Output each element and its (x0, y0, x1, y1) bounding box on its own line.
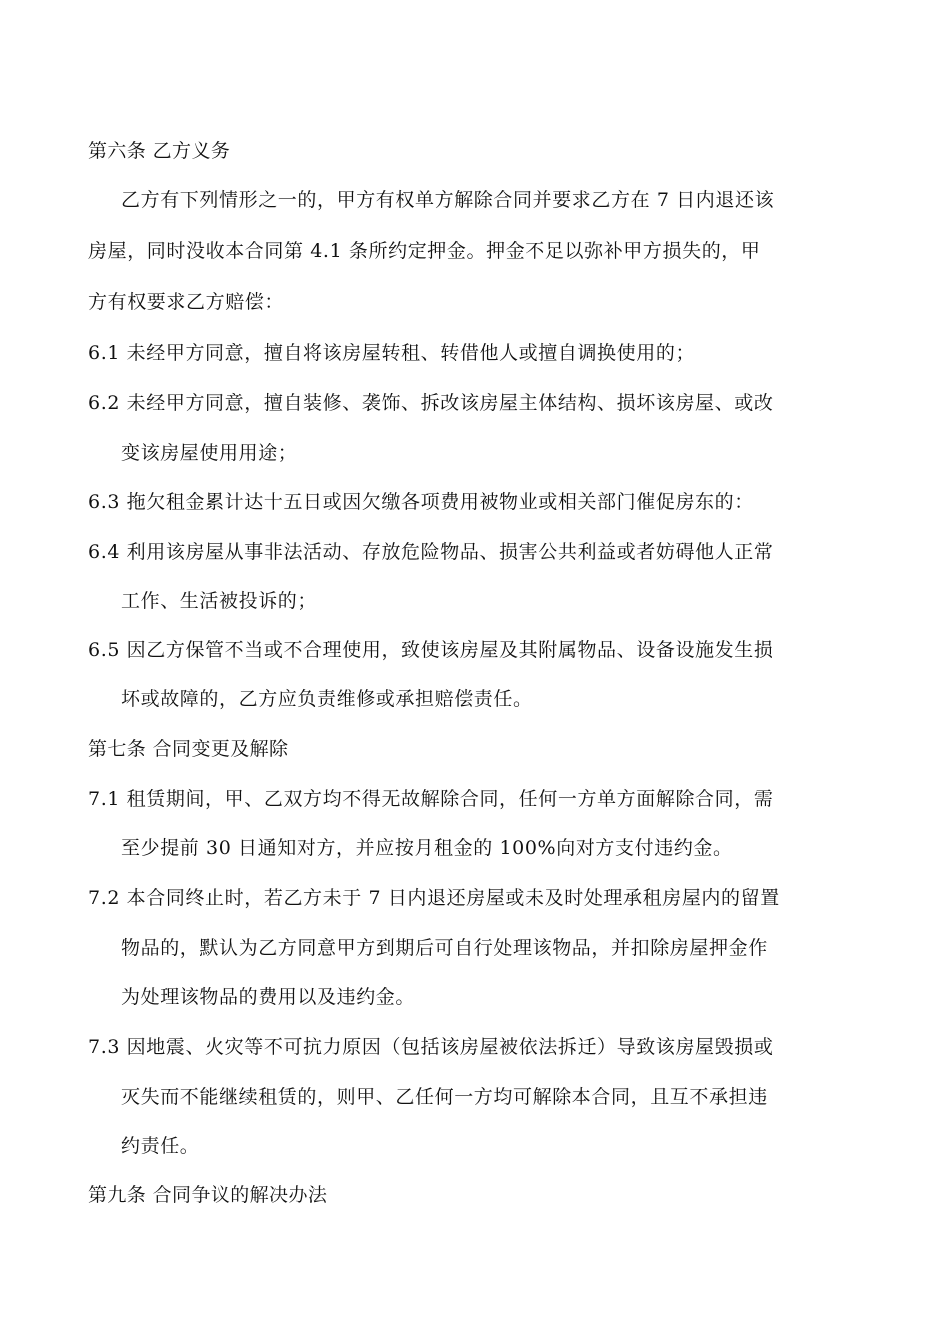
clause-7-2-cont-2: 为处理该物品的费用以及违约金。 (121, 986, 416, 1008)
article-6-intro-line-3: 方有权要求乙方赔偿： (88, 291, 285, 313)
clause-6-2: 6.2 未经甲方同意，擅自装修、袭饰、拆改该房屋主体结构、损坏该房屋、或改 (88, 392, 774, 414)
clause-7-3-cont-1: 灭失而不能继续租赁的，则甲、乙任何一方均可解除本合同，且互不承担违 (121, 1086, 768, 1108)
clause-7-1: 7.1 租赁期间，甲、乙双方均不得无故解除合同，任何一方单方面解除合同，需 (88, 788, 774, 810)
clause-7-3-cont-2: 约责任。 (121, 1135, 200, 1157)
clause-6-2-cont: 变该房屋使用用途； (121, 442, 298, 464)
article-6-heading: 第六条 乙方义务 (88, 140, 231, 162)
clause-6-1: 6.1 未经甲方同意，擅自将该房屋转租、转借他人或擅自调换使用的； (88, 342, 696, 364)
clause-7-2: 7.2 本合同终止时，若乙方未于 7 日内退还房屋或未及时处理承租房屋内的留置 (88, 887, 780, 909)
clause-6-4: 6.4 利用该房屋从事非法活动、存放危险物品、损害公共利益或者妨碍他人正常 (88, 541, 774, 563)
article-7-heading: 第七条 合同变更及解除 (88, 738, 289, 760)
clause-6-3: 6.3 拖欠租金累计达十五日或因欠缴各项费用被物业或相关部门催促房东的： (88, 491, 754, 513)
article-9-heading: 第九条 合同争议的解决办法 (88, 1184, 328, 1206)
clause-7-2-cont-1: 物品的，默认为乙方同意甲方到期后可自行处理该物品，并扣除房屋押金作 (121, 937, 768, 959)
article-6-intro-line-2: 房屋，同时没收本合同第 4.1 条所约定押金。押金不足以弥补甲方损失的，甲 (88, 240, 761, 262)
clause-7-3: 7.3 因地震、火灾等不可抗力原因（包括该房屋被依法拆迁）导致该房屋毁损或 (88, 1036, 774, 1058)
article-6-intro-line-1: 乙方有下列情形之一的，甲方有权单方解除合同并要求乙方在 7 日内退还该 (121, 189, 775, 211)
clause-6-4-cont: 工作、生活被投诉的； (121, 590, 318, 612)
clause-6-5: 6.5 因乙方保管不当或不合理使用，致使该房屋及其附属物品、设备设施发生损 (88, 639, 774, 661)
clause-7-1-cont: 至少提前 30 日通知对方，并应按月租金的 100%向对方支付违约金。 (121, 837, 733, 859)
clause-6-5-cont: 坏或故障的，乙方应负责维修或承担赔偿责任。 (121, 688, 533, 710)
